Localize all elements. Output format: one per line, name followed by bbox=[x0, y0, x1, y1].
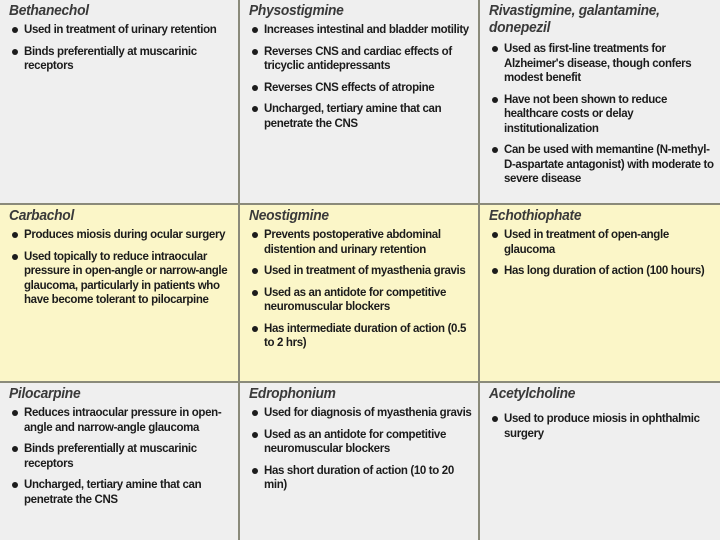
bullet-icon bbox=[252, 468, 258, 474]
list-item: Can be used with memantine (N-methyl-D-aspartate antagonist) with moderate to severe disease bbox=[489, 143, 714, 187]
bullet-icon bbox=[12, 49, 18, 55]
drug-name: Rivastigmine, galantamine, donepezil bbox=[489, 2, 660, 36]
drug-cell-carbachol bbox=[0, 205, 240, 383]
bullet-icon bbox=[492, 147, 498, 153]
bullet-icon bbox=[12, 410, 18, 416]
list-item: Has short duration of action (10 to 20 min) bbox=[249, 464, 472, 493]
list-item: Produces miosis during ocular surgery bbox=[9, 228, 232, 243]
bullet-icon bbox=[252, 268, 258, 274]
drug-cell-acetylcholine bbox=[480, 383, 720, 540]
bullet-icon bbox=[252, 232, 258, 238]
list-item: Uncharged, tertiary amine that can penetrate the CNS bbox=[9, 478, 232, 507]
bullet-icon bbox=[252, 106, 258, 112]
bullet-list bbox=[249, 23, 472, 131]
bullet-icon bbox=[252, 49, 258, 55]
list-item: Used as an antidote for competitive neuromuscular blockers bbox=[249, 286, 472, 315]
bullet-icon bbox=[12, 482, 18, 488]
bullet-icon bbox=[492, 97, 498, 103]
list-item: Used to produce miosis in ophthalmic surgery bbox=[489, 412, 714, 441]
drug-name: Acetylcholine bbox=[489, 385, 576, 402]
bullet-icon bbox=[252, 432, 258, 438]
bullet-icon bbox=[252, 290, 258, 296]
bullet-list bbox=[489, 42, 714, 187]
list-item: Uncharged, tertiary amine that can penetrate the CNS bbox=[249, 102, 472, 131]
bullet-icon bbox=[252, 85, 258, 91]
list-item: Increases intestinal and bladder motility bbox=[249, 23, 472, 38]
bullet-icon bbox=[12, 254, 18, 260]
drug-name: Pilocarpine bbox=[9, 385, 81, 402]
drug-name: Neostigmine bbox=[249, 207, 329, 224]
drug-cell-echothiophate bbox=[480, 205, 720, 383]
bullet-list bbox=[9, 228, 232, 308]
drug-name: Carbachol bbox=[9, 207, 75, 224]
bullet-icon bbox=[492, 232, 498, 238]
list-item: Used in treatment of myasthenia gravis bbox=[249, 264, 472, 279]
drug-cell-pilocarpine bbox=[0, 383, 240, 540]
list-item: Has intermediate duration of action (0.5 to 2 hrs) bbox=[249, 322, 472, 351]
drug-cell-physostigmine bbox=[240, 0, 480, 205]
list-item: Reverses CNS and cardiac effects of tricyclic antidepressants bbox=[249, 45, 472, 74]
bullet-list bbox=[489, 412, 714, 441]
list-item: Binds preferentially at muscarinic receptors bbox=[9, 45, 232, 74]
drug-name: Edrophonium bbox=[249, 385, 336, 402]
bullet-list bbox=[249, 228, 472, 351]
list-item: Has long duration of action (100 hours) bbox=[489, 264, 714, 279]
drug-name: Echothiophate bbox=[489, 207, 582, 224]
bullet-list bbox=[249, 406, 472, 493]
bullet-list bbox=[489, 228, 714, 279]
bullet-icon bbox=[252, 326, 258, 332]
bullet-icon bbox=[492, 416, 498, 422]
bullet-icon bbox=[12, 232, 18, 238]
bullet-icon bbox=[492, 268, 498, 274]
bullet-icon bbox=[252, 410, 258, 416]
drug-name: Physostigmine bbox=[249, 2, 344, 19]
list-item: Have not been shown to reduce healthcare costs or delay institutionalization bbox=[489, 93, 714, 137]
list-item: Used as first-line treatments for Alzheimer's disease, though confers modest benefit bbox=[489, 42, 714, 86]
drug-cell-rivastigmine bbox=[480, 0, 720, 205]
drug-name: Bethanechol bbox=[9, 2, 89, 19]
list-item: Used topically to reduce intraocular pressure in open-angle or narrow-angle glaucoma, particularly in patients who have become tolerant to pilocarpine bbox=[9, 250, 232, 308]
list-item: Reduces intraocular pressure in open-angle and narrow-angle glaucoma bbox=[9, 406, 232, 435]
bullet-icon bbox=[492, 46, 498, 52]
bullet-icon bbox=[12, 446, 18, 452]
bullet-icon bbox=[12, 27, 18, 33]
list-item: Binds preferentially at muscarinic receptors bbox=[9, 442, 232, 471]
list-item: Used in treatment of urinary retention bbox=[9, 23, 232, 38]
bullet-icon bbox=[252, 27, 258, 33]
drug-cell-edrophonium bbox=[240, 383, 480, 540]
list-item: Used as an antidote for competitive neuromuscular blockers bbox=[249, 428, 472, 457]
bullet-list bbox=[9, 23, 232, 74]
list-item: Used in treatment of open-angle glaucoma bbox=[489, 228, 714, 257]
drug-cell-bethanechol bbox=[0, 0, 240, 205]
list-item: Reverses CNS effects of atropine bbox=[249, 81, 472, 96]
list-item: Used for diagnosis of myasthenia gravis bbox=[249, 406, 472, 421]
bullet-list bbox=[9, 406, 232, 507]
list-item: Prevents postoperative abdominal distention and urinary retention bbox=[249, 228, 472, 257]
drug-cell-neostigmine bbox=[240, 205, 480, 383]
